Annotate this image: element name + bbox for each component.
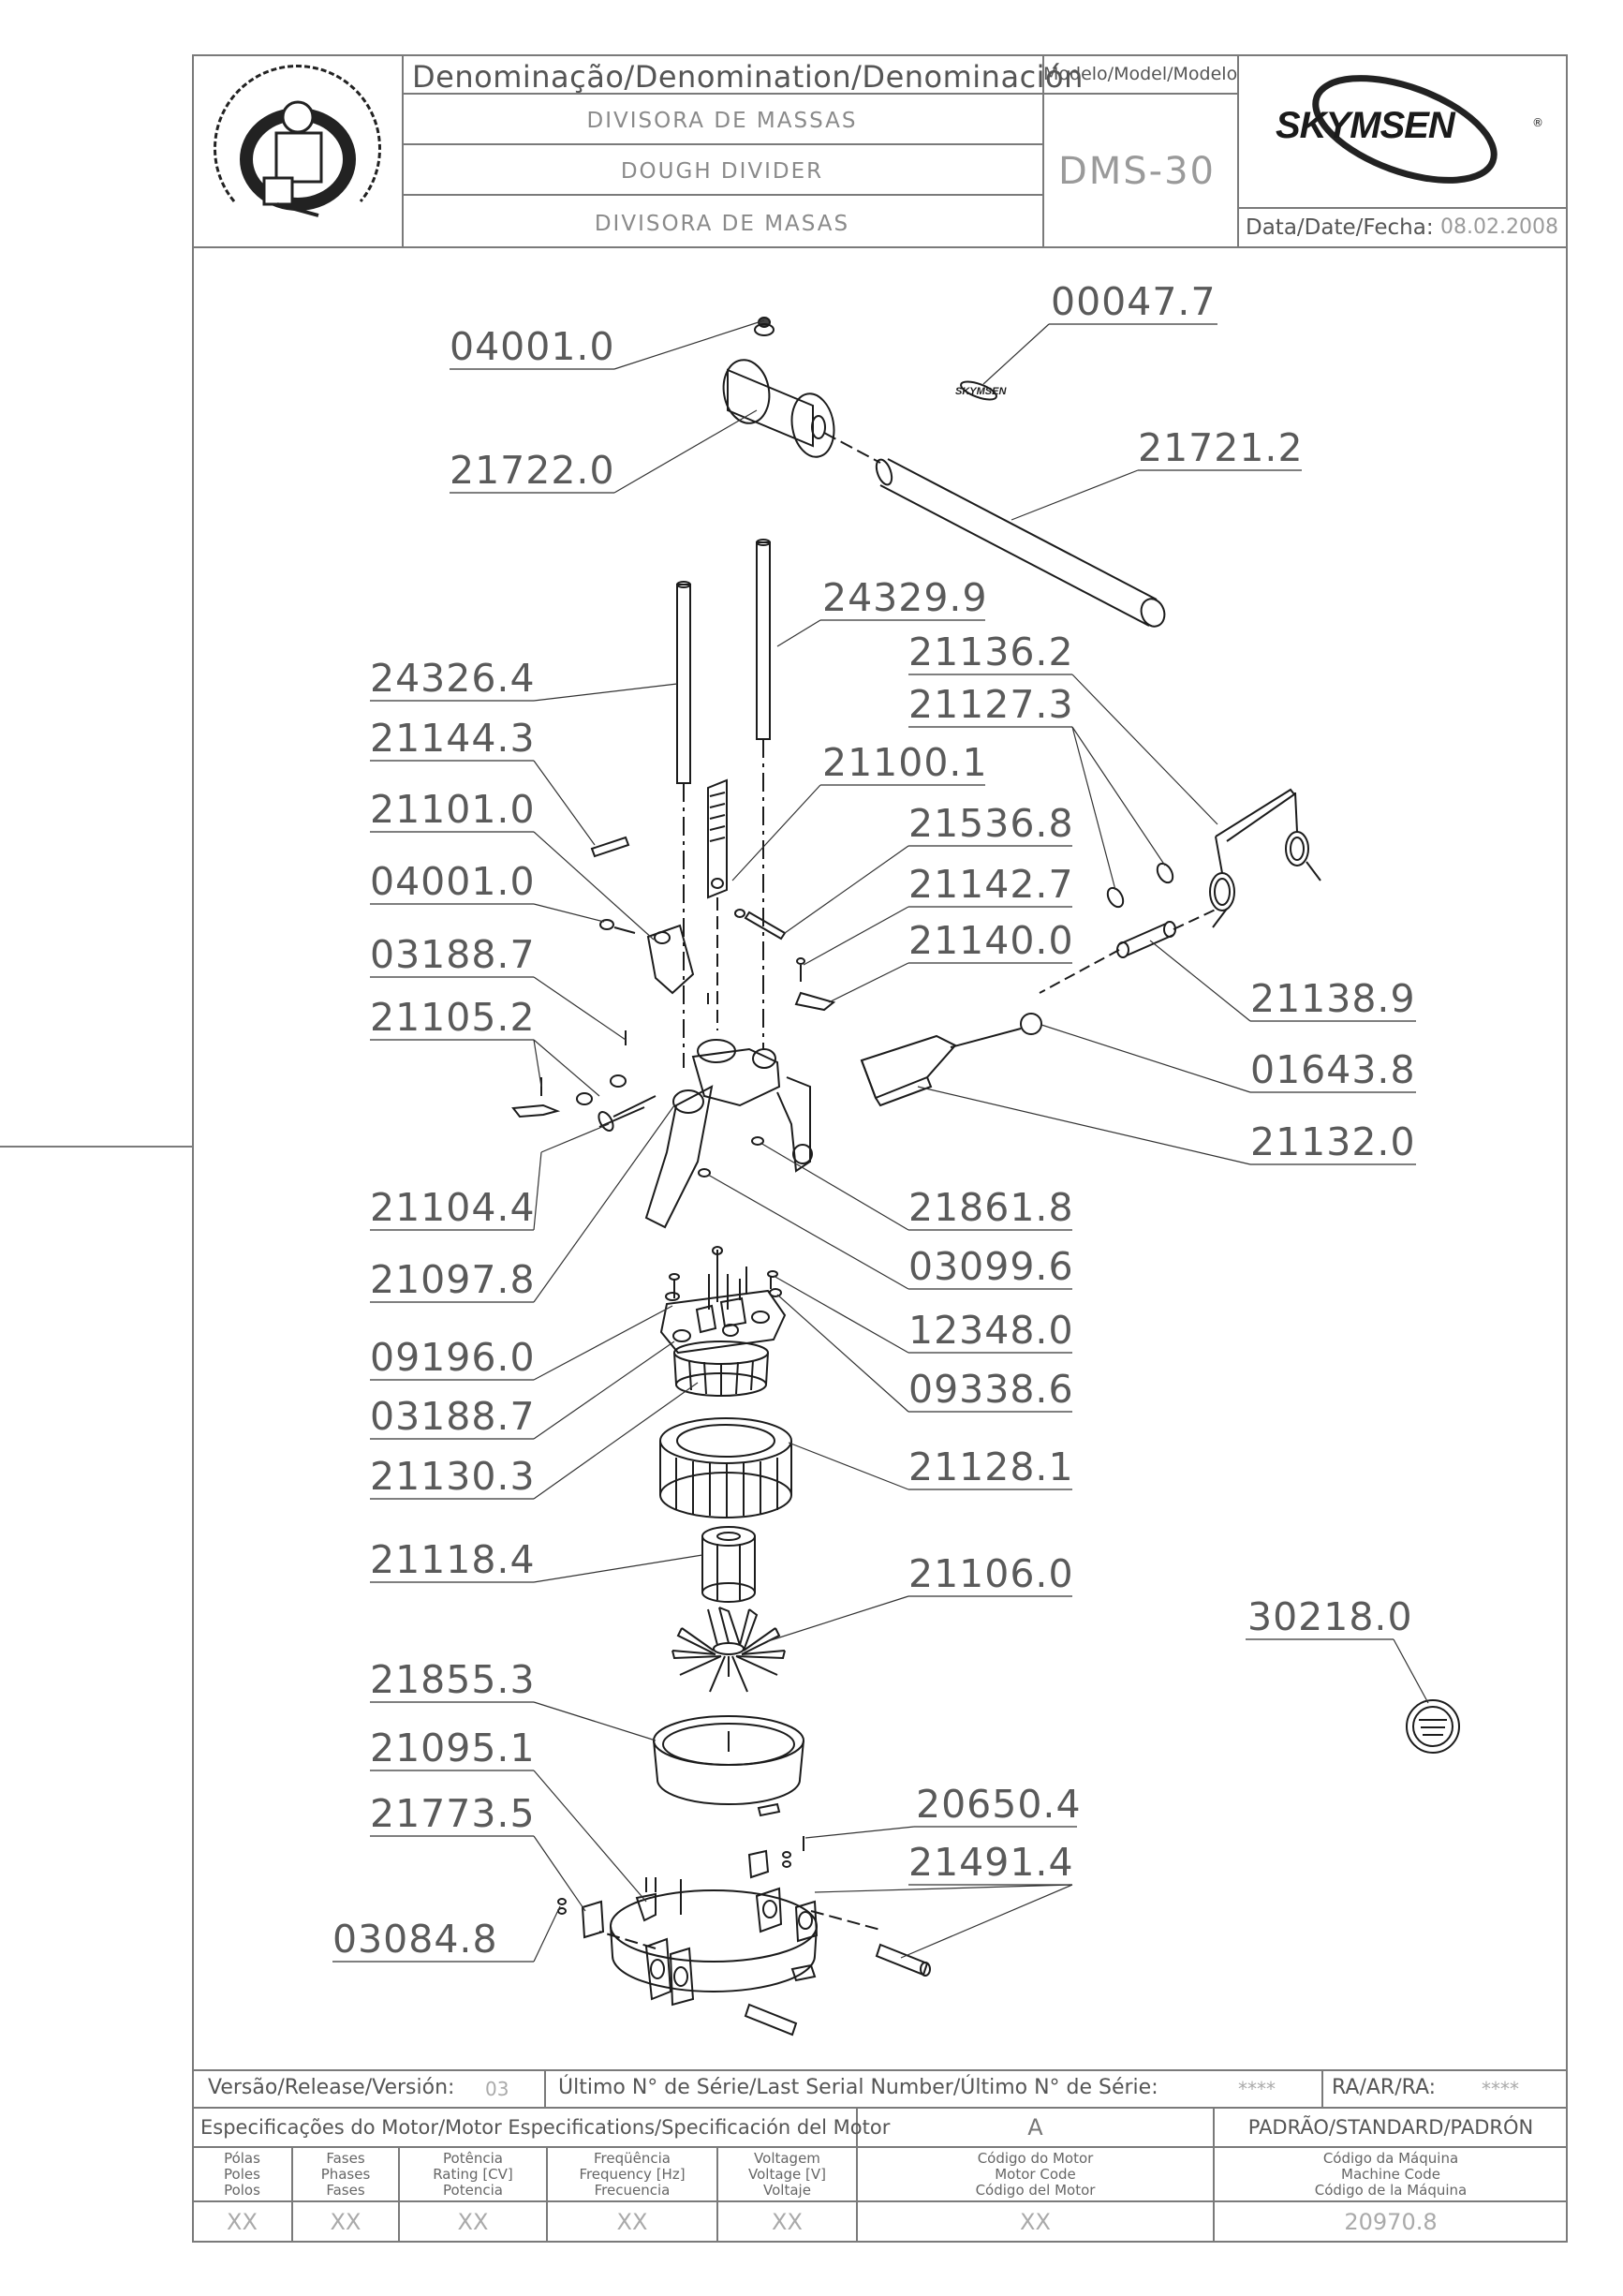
name-spanish: DIVISORA DE MASAS [594,212,850,236]
part-label-21100: 21100.1 [822,740,988,785]
name-portuguese: DIVISORA DE MASSAS [586,109,858,133]
motor-code-header: Código do Motor Motor Code Código del Motor [975,2150,1096,2199]
part-label-03188-top: 03188.7 [370,932,536,977]
part-label-21721: 21721.2 [1138,425,1304,470]
part-label-04001-mid: 04001.0 [370,859,536,904]
ra-value: **** [1482,2078,1519,2100]
part-label-21773: 21773.5 [370,1791,536,1836]
model-number: DMS-30 [1057,150,1217,193]
standard-label: PADRÃO/STANDARD/PADRÓN [1247,2116,1534,2139]
motor-code-value: XX [1020,2209,1051,2235]
part-label-21130: 21130.3 [370,1454,536,1499]
brand-name: SKYMSEN [1276,105,1454,146]
poles-value: XX [227,2209,258,2235]
part-label-21855: 21855.3 [370,1657,536,1702]
part-label-21095: 21095.1 [370,1726,536,1770]
sheet-frame [192,54,1568,2243]
part-label-21536: 21536.8 [908,801,1074,846]
part-label-21118: 21118.4 [370,1537,536,1582]
frequency-header: Freqüência Frequency [Hz] Frecuencia [579,2150,686,2199]
part-label-09338: 09338.6 [908,1367,1074,1412]
part-label-03084: 03084.8 [332,1917,498,1962]
part-label-21127: 21127.3 [908,682,1074,727]
date-label: Data/Date/Fecha: [1246,215,1434,240]
power-value: XX [457,2209,489,2235]
part-label-21132: 21132.0 [1250,1119,1416,1164]
part-label-21106: 21106.0 [908,1551,1074,1596]
part-label-21144: 21144.3 [370,716,536,761]
part-label-21722: 21722.0 [450,448,615,493]
part-label-24326: 24326.4 [370,656,536,701]
serial-label: Último N° de Série/Last Serial Number/Último N° de Série: [558,2076,1158,2099]
phases-value: XX [330,2209,361,2235]
svg-text:SKYMSEN: SKYMSEN [955,386,1007,397]
part-label-21491: 21491.4 [908,1840,1074,1885]
part-label-30218: 30218.0 [1247,1594,1413,1639]
power-header: Potência Rating [CV] Potencia [433,2150,513,2199]
part-label-12348: 12348.0 [908,1308,1074,1353]
part-label-21101: 21101.0 [370,787,536,832]
part-label-21097: 21097.8 [370,1257,536,1302]
part-label-21104: 21104.4 [370,1185,536,1230]
date-value: 08.02.2008 [1440,215,1558,239]
poles-header: Pólas Poles Polos [224,2150,260,2199]
part-label-09196: 09196.0 [370,1335,536,1380]
part-label-00047: 00047.7 [1051,279,1217,324]
part-label-03188-bot: 03188.7 [370,1394,536,1439]
part-label-24329: 24329.9 [822,575,988,620]
denomination-label: Denominação/Denomination/Denominación [412,59,1084,95]
motor-spec-label: Especificações do Motor/Motor Especifications/Specificación del Motor [200,2116,891,2139]
part-label-04001-top: 04001.0 [450,324,615,369]
part-label-21105: 21105.2 [370,995,536,1040]
serial-value: **** [1238,2078,1276,2100]
ra-label: RA/AR/RA: [1332,2076,1437,2099]
voltage-value: XX [772,2209,803,2235]
part-label-21128: 21128.1 [908,1444,1074,1489]
motor-version: A [1027,2114,1043,2140]
part-label-20650: 20650.4 [916,1782,1082,1827]
part-label-03099: 03099.6 [908,1244,1074,1289]
part-label-21138: 21138.9 [1250,976,1416,1021]
release-value: 03 [485,2078,509,2100]
release-label: Versão/Release/Versión: [208,2076,455,2099]
phases-header: Fases Phases Fases [320,2150,371,2199]
machine-code-value: 20970.8 [1344,2209,1438,2235]
registered-mark: ® [1532,116,1543,129]
voltage-header: Voltagem Voltage [V] Voltaje [748,2150,826,2199]
part-label-21142: 21142.7 [908,862,1074,907]
name-english: DOUGH DIVIDER [620,159,824,184]
part-label-21136: 21136.2 [908,630,1074,674]
part-label-01643: 01643.8 [1250,1047,1416,1092]
part-label-21140: 21140.0 [908,918,1074,963]
model-label: Modelo/Model/Modelo [1043,64,1238,84]
machine-code-header: Código da Máquina Machine Code Código de la Máquina [1314,2150,1468,2199]
part-label-21861: 21861.8 [908,1185,1074,1230]
frequency-value: XX [616,2209,648,2235]
